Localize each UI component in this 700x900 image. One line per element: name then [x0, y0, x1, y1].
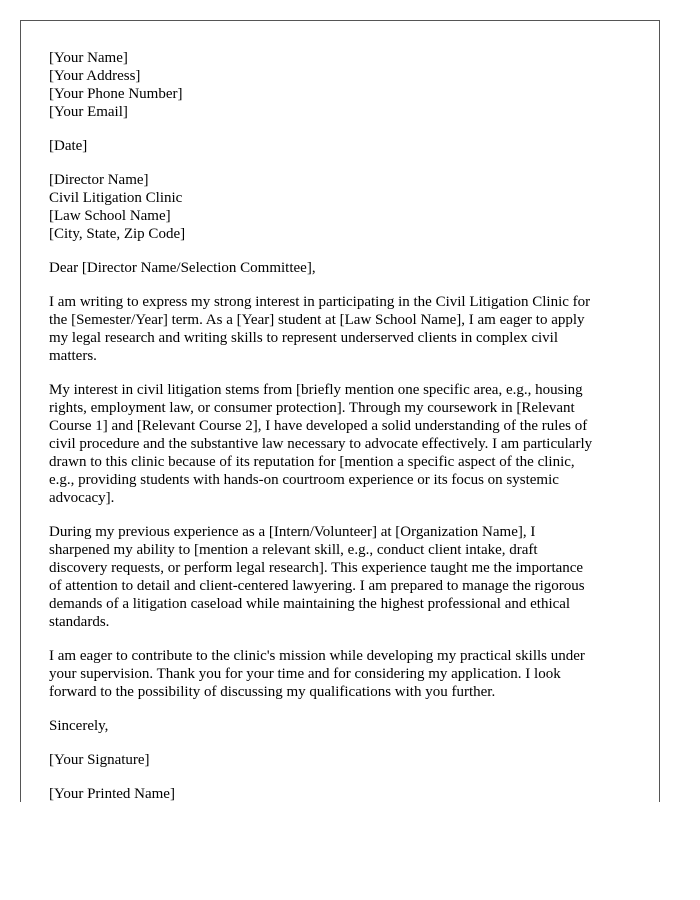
paragraph-line: e.g., providing students with hands-on courtroom experience or its focus on systemic: [49, 472, 559, 488]
letter-page: [20, 20, 660, 802]
paragraph-line: sharpened my ability to [mention a relevant skill, e.g., conduct client intake, draft: [49, 542, 538, 558]
paragraph-line: rights, employment law, or consumer protection]. Through my coursework in [Relevant: [49, 400, 575, 416]
paragraph-line: I am writing to express my strong interest in participating in the Civil Litigation Clinic for: [49, 294, 591, 310]
printed-name-block: [49, 785, 633, 803]
sender-address: [Your Address]: [49, 68, 141, 84]
closing-text: Sincerely,: [49, 718, 109, 734]
paragraph-line: standards.: [49, 614, 110, 630]
paragraph-3: [49, 523, 633, 631]
sender-email: [Your Email]: [49, 104, 128, 120]
paragraph-line: My interest in civil litigation stems from [briefly mention one specific area, e.g., housing: [49, 382, 583, 398]
paragraph-line: the [Semester/Year] term. As a [Year] student at [Law School Name], I am eager to apply: [49, 312, 585, 328]
paragraph-line: advocacy].: [49, 490, 115, 506]
salutation: [49, 259, 633, 277]
sender-phone: [Your Phone Number]: [49, 86, 183, 102]
letter-date: [Date]: [49, 138, 88, 154]
recipient-city: [City, State, Zip Code]: [49, 226, 186, 242]
printed-name: [Your Printed Name]: [49, 786, 175, 802]
paragraph-line: I am eager to contribute to the clinic's mission while developing my practical skills under: [49, 648, 585, 664]
recipient-block: [49, 171, 633, 243]
signature-block: [49, 751, 633, 769]
paragraph-4: [49, 647, 633, 701]
paragraph-line: demands of a litigation caseload while maintaining the highest professional and ethical: [49, 596, 571, 612]
salutation-text: Dear [Director Name/Selection Committee],: [49, 260, 316, 276]
paragraph-line: forward to the possibility of discussing my qualifications with you further.: [49, 684, 496, 700]
paragraph-line: During my previous experience as a [Intern/Volunteer] at [Organization Name], I: [49, 524, 536, 540]
paragraph-line: my legal research and writing skills to represent underserved clients in complex civil: [49, 330, 559, 346]
paragraph-line: Course 1] and [Relevant Course 2], I have developed a solid understanding of the rules of: [49, 418, 588, 434]
sender-block: [49, 49, 633, 121]
paragraph-1: [49, 293, 633, 365]
paragraph-line: discovery requests, or perform legal research]. This experience taught me the importance: [49, 560, 584, 576]
paragraph-line: civil procedure and the substantive law necessary to advocate effectively. I am particularly: [49, 436, 593, 452]
paragraph-line: of attention to detail and client-centered lawyering. I am prepared to manage the rigorous: [49, 578, 585, 594]
signature-placeholder: [Your Signature]: [49, 752, 150, 768]
recipient-name: [Director Name]: [49, 172, 149, 188]
date-block: [49, 137, 633, 155]
paragraph-line: matters.: [49, 348, 97, 364]
paragraph-line: drawn to this clinic because of its reputation for [mention a specific aspect of the clinic,: [49, 454, 575, 470]
paragraph-2: [49, 381, 633, 507]
sender-name: [Your Name]: [49, 50, 128, 66]
paragraph-line: your supervision. Thank you for your time and for considering my application. I look: [49, 666, 561, 682]
recipient-school: [Law School Name]: [49, 208, 171, 224]
letter-body: [49, 49, 633, 819]
recipient-clinic: Civil Litigation Clinic: [49, 190, 183, 206]
closing-block: [49, 717, 633, 735]
